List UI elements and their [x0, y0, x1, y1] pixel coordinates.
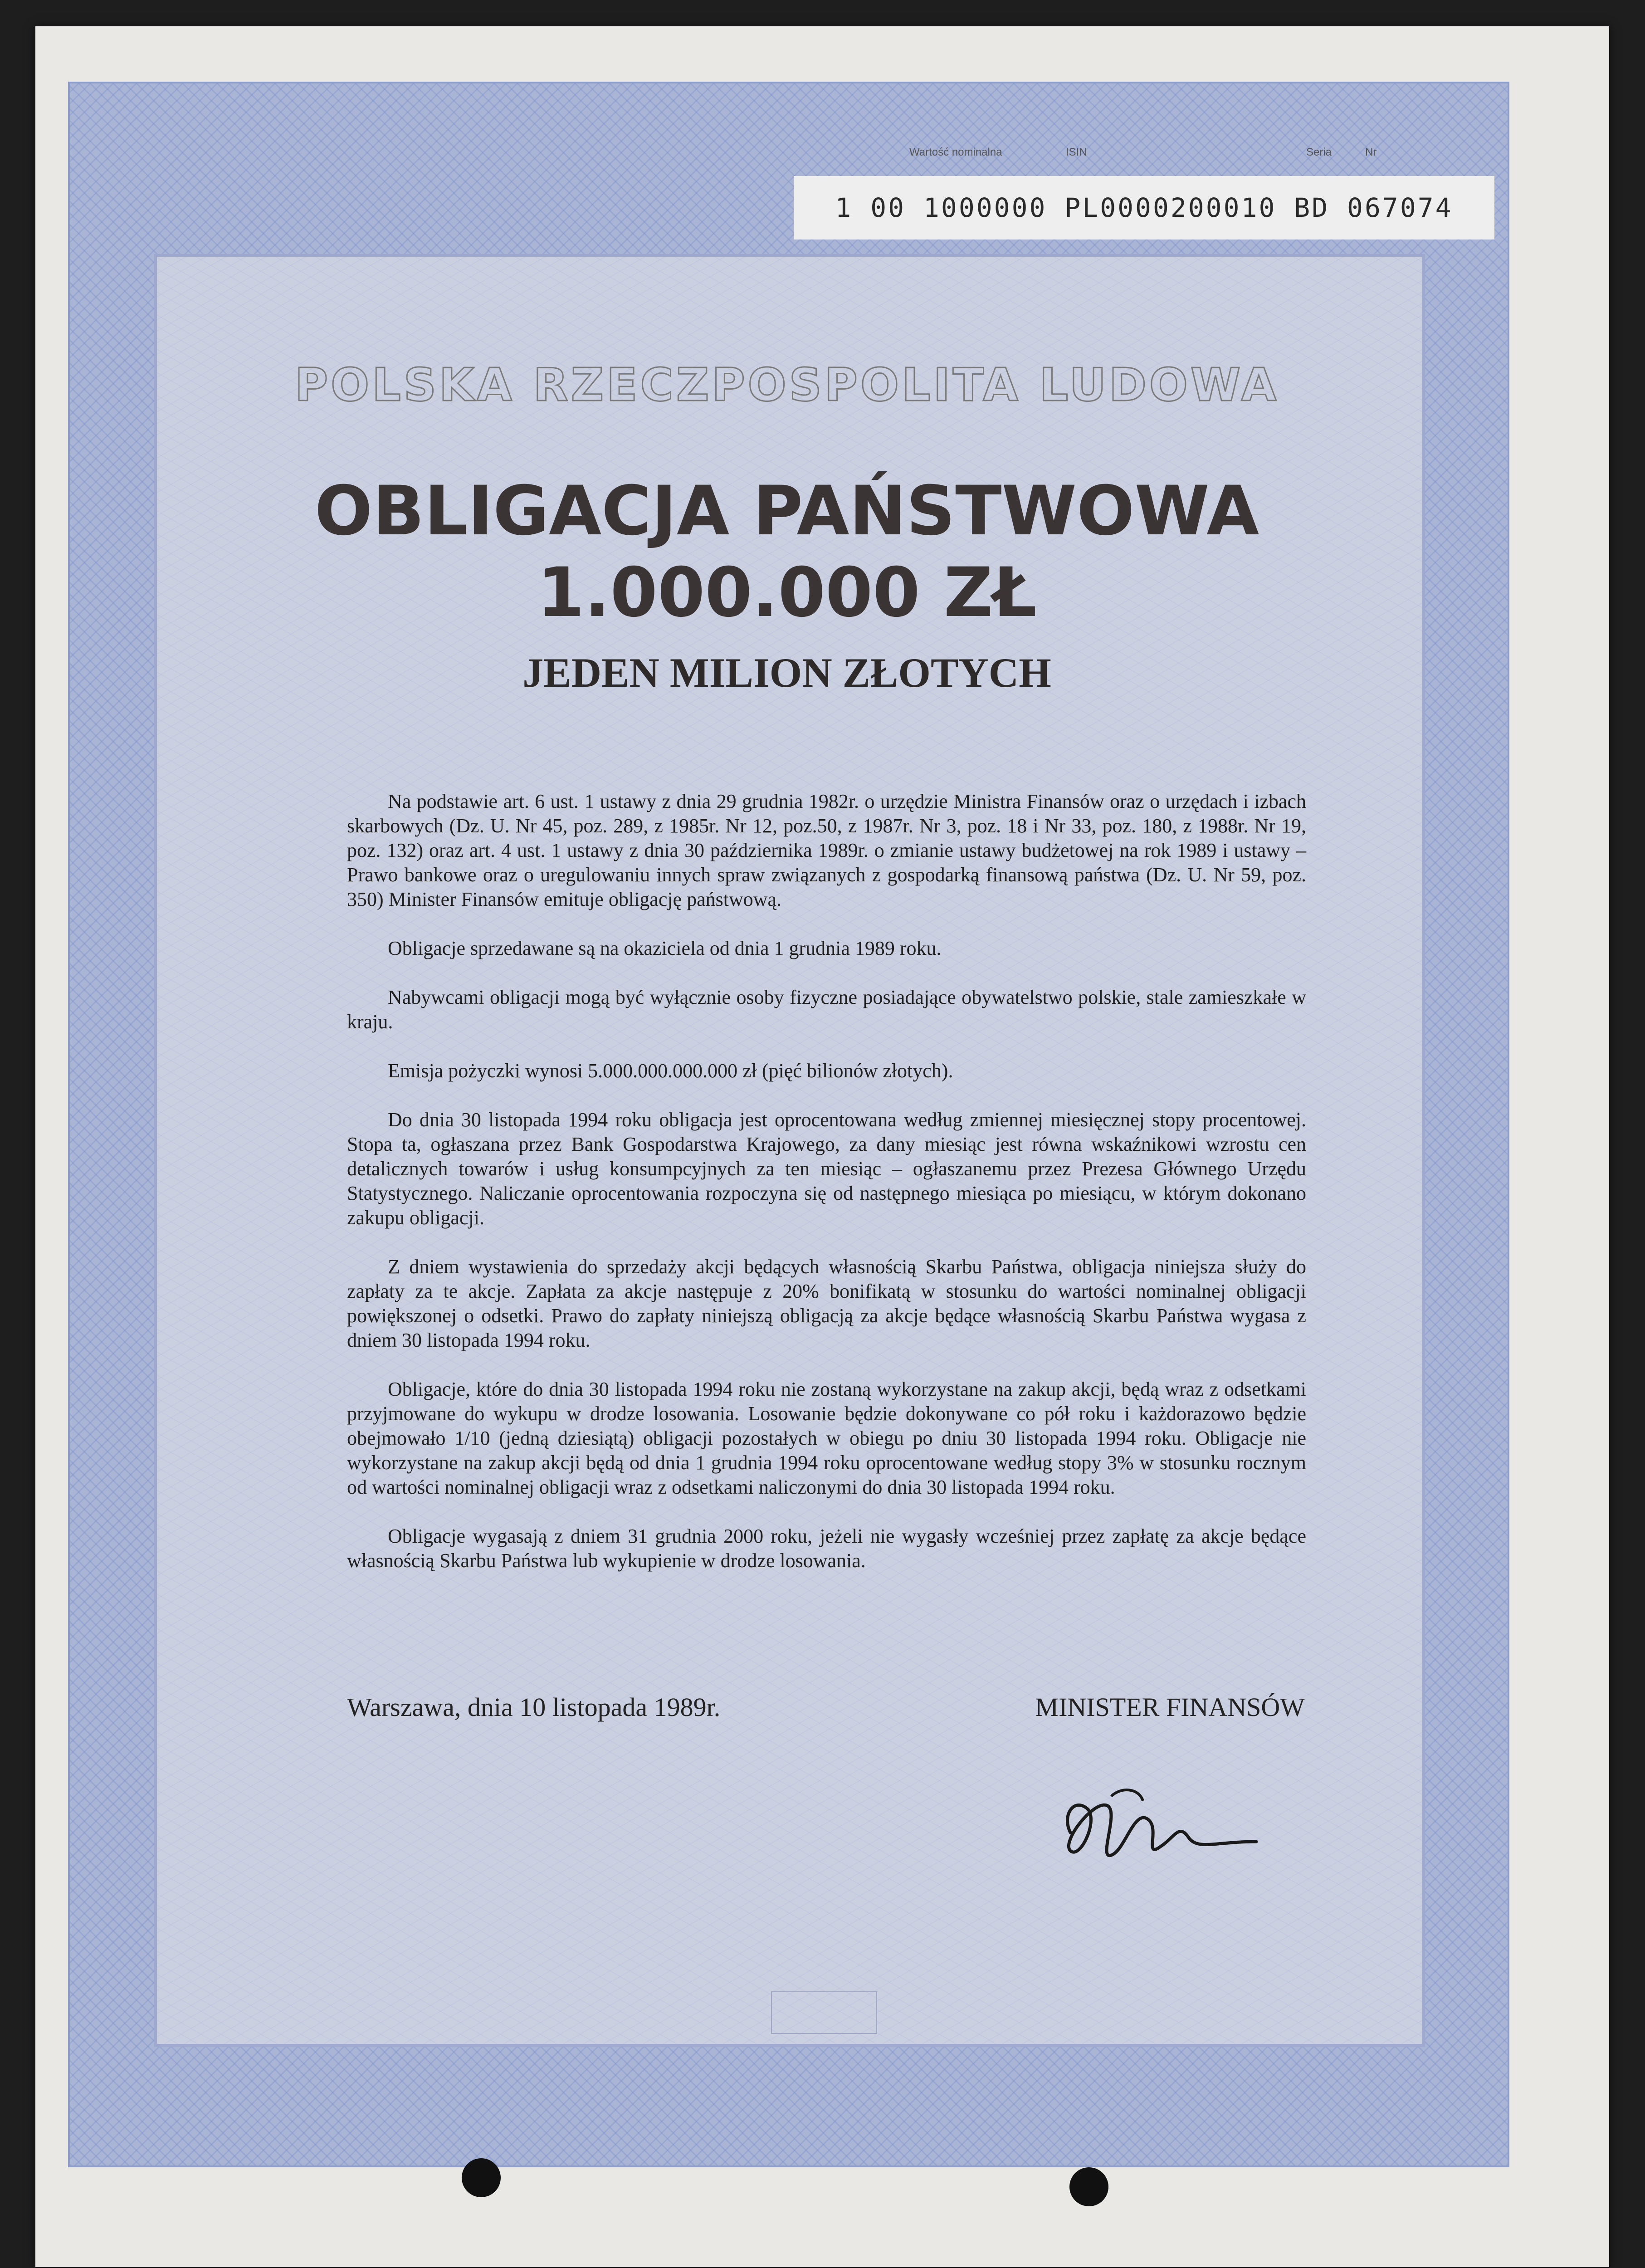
- document-title: OBLIGACJA PAŃSTWOWA: [314, 472, 1259, 551]
- paragraph-interest: Do dnia 30 listopada 1994 roku obligacja jest oprocentowana według zmiennej miesięcznej stopy procentowej. Stopa ta, ogłaszana przez Bank Gospodarstwa Krajowego, za dany miesiąc jest równa wskaźnikowi wzrostu cen detalicznych towarów i usług konsumpcyjnych za ten miesiąc – ogłaszanemu przez Prezesa Głównego Urzędu Statystycznego. Naliczanie oprocentowania rozpoczyna się od następnego miesiąca po miesiącu, w którym dokonano zakupu obligacji.: [347, 1109, 1306, 1229]
- paragraph-issue-size: Emisja pożyczki wynosi 5.000.000.000.000 zł (pięć bilionów złotych).: [388, 1060, 953, 1082]
- punch-hole-right: [1069, 2167, 1108, 2206]
- paragraph-shares: Z dniem wystawienia do sprzedaży akcji będących własnością Skarbu Państwa, obligacja niniejsza służy do zapłaty za te akcje. Zapłata za akcje następuje z 20% bonifikatą w stosunku do wartości nominalnej obligacji powiększonej o odsetki. Prawo do zapłaty niniejszą obligacją za akcje będące własnością Skarbu Państwa wygasa z dniem 30 listopada 1994 roku.: [347, 1256, 1306, 1351]
- label-number: Nr: [1365, 146, 1377, 158]
- punch-hole-left: [462, 2158, 501, 2197]
- paragraph-buyers: Nabywcami obligacji mogą być wyłącznie osoby fizyczne posiadające obywatelstwo polskie, stale zamieszkałe w kraju.: [347, 986, 1306, 1033]
- place-and-date: Warszawa, dnia 10 listopada 1989r.: [347, 1692, 721, 1722]
- printer-mark: [771, 1991, 877, 2034]
- bond-terms: [347, 789, 1306, 1598]
- republic-heading: POLSKA RZECZPOSPOLITA LUDOWA: [294, 358, 1279, 411]
- signature-icon: [1043, 1769, 1261, 1878]
- paragraph-sale: Obligacje sprzedawane są na okaziciela od dnia 1 grudnia 1989 roku.: [388, 937, 942, 959]
- paragraph-redemption: Obligacje, które do dnia 30 listopada 1994 roku nie zostaną wykorzystane na zakup akcji, będą wraz z odsetkami przyjmowane do wykupu w drodze losowania. Losowanie będzie dokonywane co pół roku i każdorazowo będzie obejmowało 1/10 (jedną dziesiątą) obligacji pozostałych w obiegu po dniu 30 listopada 1994 roku. Obligacje nie wykorzystane na zakup akcji będą od dnia 1 grudnia 1994 roku oprocentowane według stopy 3% w stosunku rocznym od wartości nominalnej obligacji wraz z odsetkami naliczonymi do dnia 30 listopada 1994 roku.: [347, 1378, 1306, 1498]
- paragraph-expiry: Obligacje wygasają z dniem 31 grudnia 2000 roku, jeżeli nie wygasły wcześniej przez zapłatę za akcje będące własnością Skarbu Państwa lub wykupienie w drodze losowania.: [347, 1525, 1306, 1572]
- paragraph-legal-basis: Na podstawie art. 6 ust. 1 ustawy z dnia 29 grudnia 1982r. o urzędzie Ministra Finansów oraz o urzędach i izbach skarbowych (Dz. U. Nr 45, poz. 289, z 1985r. Nr 12, poz.50, z 1987r. Nr 3, poz. 18 i Nr 33, poz. 180, z 1988r. Nr 19, poz. 132) oraz art. 4 ust. 1 ustawy z dnia 30 października 1989r. o zmianie ustawy budżetowej na rok 1989 i ustawy – Prawo bankowe oraz o uregulowaniu innych spraw związanych z gospodarką finansową państwa (Dz. U. Nr 59, poz. 350) Minister Finansów emituje obligację państwową.: [347, 790, 1306, 910]
- label-isin: ISIN: [1066, 146, 1087, 158]
- label-series: Seria: [1306, 146, 1332, 158]
- serial-number-box: 1 00 1000000 PL0000200010 BD 067074: [794, 176, 1494, 240]
- minister-title: MINISTER FINANSÓW: [1035, 1692, 1305, 1722]
- nominal-amount: 1.000.000 ZŁ: [537, 553, 1037, 632]
- amount-in-words: JEDEN MILION ZŁOTYCH: [522, 650, 1051, 696]
- label-nominal: Wartość nominalna: [909, 146, 1002, 158]
